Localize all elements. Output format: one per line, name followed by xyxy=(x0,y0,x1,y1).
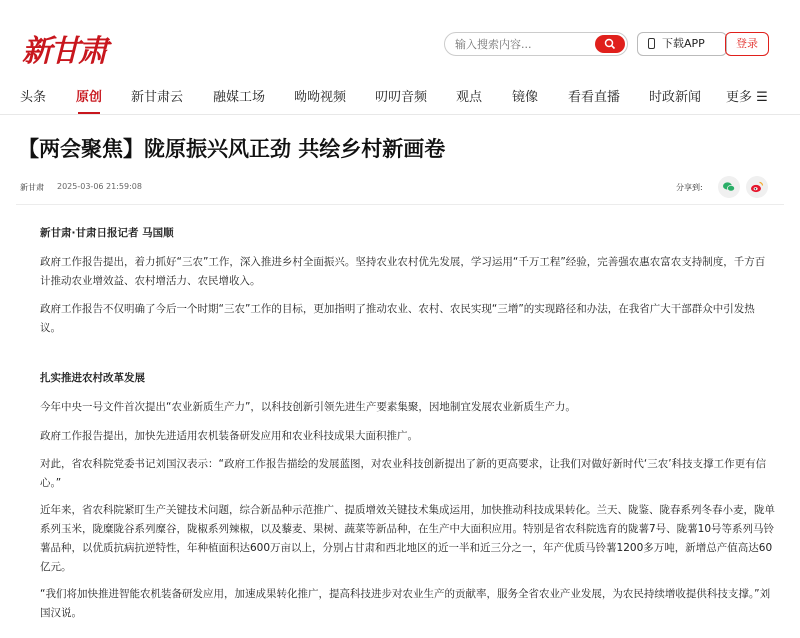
login-button[interactable]: 登录 xyxy=(725,32,769,56)
nav-item-more[interactable]: 更多 ☰ xyxy=(726,90,768,105)
article-paragraph: 近年来，省农科院紧盯生产关键技术问题，综合新品种示范推广、提质增效关键技术集成运用，加快推动科技成果转化。兰天、陇鉴、陇春系列冬春小麦，陇单系列玉米，陇糜陇谷系列糜谷，陇椒系列辣椒，以及藜麦、果树、蔬菜等新品种，在生产中大面积应用。特别是省农科院选育的陇薯7号、陇薯10号等系列马铃薯品种，以优质抗病抗逆特性，年种植面积达600万亩以上，分别占甘肃和西北地区的近一半和近三分之一，年产优质马铃薯1200多万吨，新增总产值高达60亿元。 xyxy=(40,504,775,573)
nav-item-audio[interactable]: 叨叨音频 xyxy=(375,90,428,105)
article-paragraph: 政府工作报告提出，着力抓好“三农”工作，深入推进乡村全面振兴。坚持农业农村优先发展，学习运用“千万工程”经验，完善强农惠农富农支持制度，千方百计推动农业增效益、农村增活力、农民增收入。 xyxy=(40,256,766,287)
share-label: 分享到: xyxy=(676,183,703,192)
article-source[interactable]: 新甘肃 xyxy=(20,183,44,192)
weibo-icon xyxy=(750,180,764,194)
download-app-button[interactable] xyxy=(637,32,727,56)
search-button[interactable] xyxy=(595,35,625,53)
nav-item-mirror[interactable]: 镜像 xyxy=(512,90,539,105)
nav-item-opinion[interactable]: 观点 xyxy=(456,90,483,105)
article-time: 2025-03-06 21:59:08 xyxy=(57,182,142,191)
nav-item-video[interactable]: 呦呦视频 xyxy=(294,90,347,105)
nav-item-xingansu-cloud[interactable]: 新甘肃云 xyxy=(131,90,184,105)
share-weibo-button[interactable] xyxy=(746,176,768,198)
search-icon xyxy=(604,38,616,50)
nav-item-politics[interactable]: 时政新闻 xyxy=(649,90,702,105)
nav-item-original[interactable]: 原创 xyxy=(76,86,102,105)
site-logo[interactable]: 新甘肃 xyxy=(22,34,106,69)
article-byline: 新甘肃·甘肃日报记者 马国顺 xyxy=(40,227,174,239)
meta-divider xyxy=(16,204,784,205)
nav-item-headlines[interactable]: 头条 xyxy=(20,90,47,105)
article-paragraph: “我们将加快推进智能农机装备研发应用，加速成果转化推广，提高科技进步对农业生产的贡献率，服务全省农业产业发展，为农民持续增收提供科技支撑。”刘国汉说。 xyxy=(40,588,771,619)
search-box xyxy=(444,32,628,56)
article-paragraph: 政府工作报告提出，加快先进适用农机装备研发应用和农业科技成果大面积推广。 xyxy=(40,430,418,442)
article-title: 【两会聚焦】陇原振兴风正劲 共绘乡村新画卷 xyxy=(18,137,446,161)
wechat-icon xyxy=(722,180,736,194)
download-app-label: 下载APP xyxy=(662,37,705,50)
phone-icon xyxy=(648,38,655,49)
search-input[interactable] xyxy=(445,34,595,56)
article-paragraph: 今年中央一号文件首次提出“农业新质生产力”，以科技创新引领先进生产要素集聚，因地制宜发展农业新质生产力。 xyxy=(40,401,576,413)
share-wechat-button[interactable] xyxy=(718,176,740,198)
nav-item-live[interactable]: 看看直播 xyxy=(568,90,621,105)
article-paragraph: 对此，省农科院党委书记刘国汉表示：“政府工作报告描绘的发展蓝图，对农业科技创新提出了新的更高要求，让我们对做好新时代‘三农’科技支撑工作更有信心。” xyxy=(40,458,767,489)
main-nav xyxy=(0,76,800,115)
nav-item-media-workshop[interactable]: 融媒工场 xyxy=(213,90,266,105)
article-paragraph: 政府工作报告不仅明确了今后一个时期“三农”工作的目标，更加指明了推动农业、农村、农民实现“三增”的实现路径和办法，在我省广大干部群众中引发热议。 xyxy=(40,303,755,334)
site-header xyxy=(0,0,800,76)
section-heading: 扎实推进农村改革发展 xyxy=(40,372,145,384)
